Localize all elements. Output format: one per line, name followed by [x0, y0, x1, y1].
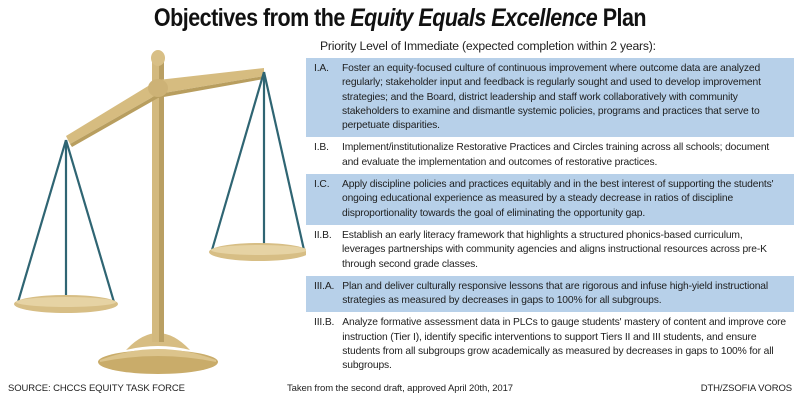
objective-text: Implement/institutionalize Restorative Practices and Circles training across all schools; document and evaluate the implementation and outcomes of restorative practices.	[342, 142, 770, 168]
title-emphasis: Equity Equals Excellence	[350, 4, 598, 32]
balance-scale-icon	[8, 40, 314, 380]
objective-text: Foster an equity-focused culture of continuous improvement where outcome data are analyzed regularly; stakeholder input and feedback is regularly sought and used to develop improvement strategies; and the Board, district leadership and staff work collaboratively with community stakeholders to examine and dismantle systemic policies, programs and practices that serve to perpetuate disparities.	[342, 63, 761, 132]
objective-code: II.B.	[314, 229, 332, 241]
title-prefix: Objectives from the	[153, 4, 351, 32]
objective-text: Apply discipline policies and practices equitably and in the best interest of supporting the students' ongoing educational experience as measured by a steady decrease in ratios of discipline disproportionality towards the goal of eliminating the opportunity gap.	[342, 179, 774, 219]
objective-code: I.A.	[314, 63, 329, 74]
objective-code: I.B.	[314, 142, 329, 154]
objective-item	[306, 58, 794, 137]
right-pan-rim	[211, 245, 307, 255]
objective-item	[306, 137, 794, 174]
objective-code: III.B.	[314, 317, 335, 329]
objective-text: Establish an early literacy framework that highlights a structured phonics-based curriculum, leverages partnerships with community agencies and aligns instructional resources across pre-K through second grade classes.	[342, 229, 767, 270]
objective-text: Plan and deliver culturally responsive lessons that are rigorous and infuse high-yield instructional strategies as measured by decreases in gaps to 100% for all subgroups.	[342, 280, 769, 307]
objective-code: III.A.	[314, 280, 335, 292]
objective-text: Analyze formative assessment data in PLCs to gauge students' mastery of content and improve core instruction (Tier I), identify specific interventions to support Tiers II and III students, and ensure students from all subgroups grow academically as measured by decreases in gaps to 100% for all subgroups.	[342, 317, 787, 372]
objective-code: I.C.	[314, 179, 330, 191]
objective-item	[306, 312, 794, 377]
scale-pillar-shade	[159, 62, 164, 342]
graphic-credit: DTH/ZSOFIA VOROS	[700, 383, 792, 394]
title-suffix: Plan	[597, 4, 647, 32]
scale-finial	[151, 50, 165, 66]
right-chain	[264, 72, 304, 250]
draft-note: Taken from the second draft, approved April 20th, 2017	[287, 383, 513, 394]
page-title	[56, 4, 744, 33]
left-chain	[18, 140, 66, 302]
priority-heading: Priority Level of Immediate (expected completion within 2 years):	[320, 39, 656, 53]
objective-item	[306, 174, 794, 225]
scale-beam-hub	[148, 79, 168, 97]
right-chain	[212, 72, 264, 250]
left-pan-rim	[16, 297, 116, 307]
objectives-list	[306, 58, 794, 378]
objective-item	[306, 225, 794, 276]
source-credit: SOURCE: CHCCS EQUITY TASK FORCE	[8, 383, 185, 394]
left-chain	[66, 140, 114, 302]
objective-item	[306, 276, 794, 313]
